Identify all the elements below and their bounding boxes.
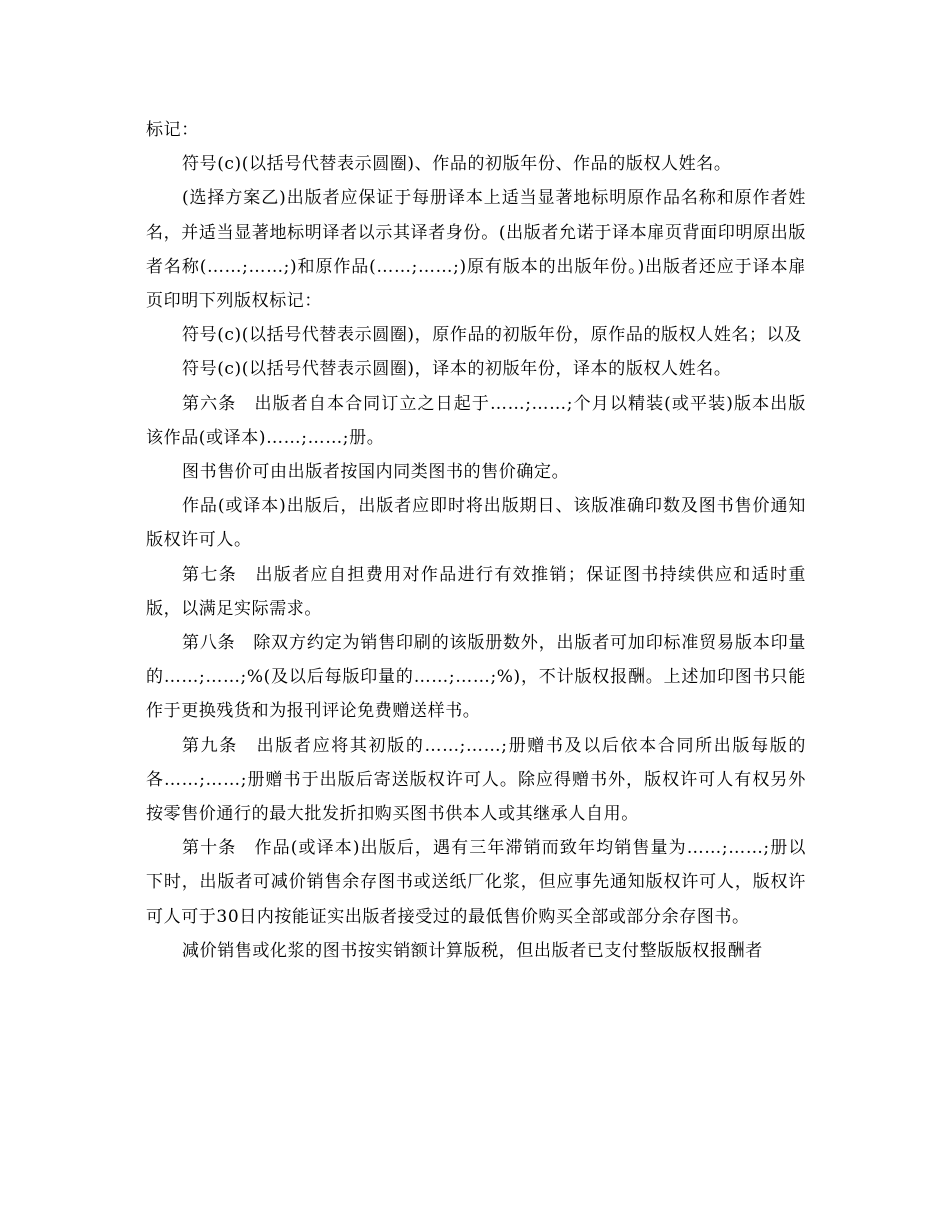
paragraph-article-9: 第九条 出版者应将其初版的……;……;册赠书及以后依本合同所出版每版的各……;……;册赠书于出版后寄送版权许可人。除应得赠书外，版权许可人有权另外按零售价通行的最大批发折扣购买图书供本人或其继承人自用。	[146, 735, 806, 825]
paragraph-copyright-notice-original: 符号(c)(以括号代替表示圆圈)、作品的初版年份、作品的版权人姓名。	[182, 154, 732, 175]
paragraph-article-10: 第十条 作品(或译本)出版后，遇有三年滞销而致年均销售量为……;……;册以下时，出版者可减价销售余存图书或送纸厂化浆，但应事先通知版权许可人，版权许可人可于30日内按能证实出版者接受过的最低售价购买全部或部分余存图书。	[146, 838, 806, 927]
paragraph-option-b: (选择方案乙)出版者应保证于每册译本上适当显著地标明原作品名称和原作者姓名，并适当显著地标明译者以示其译者身份。(出版者允诺于译本扉页背面印明原出版者名称(……;……;)和原作品(……;……;)原有版本的出版年份。)出版者还应于译本扉页印明下列版权标记：	[146, 188, 806, 312]
document-body	[146, 113, 806, 968]
paragraph-copyright-notice-translation: 符号(c)(以括号代替表示圆圈)，译本的初版年份，译本的版权人姓名。	[182, 359, 732, 380]
paragraph-discount-royalty: 减价销售或化浆的图书按实销额计算版税，但出版者已支付整版版权报酬者	[182, 940, 763, 961]
paragraph-article-8: 第八条 除双方约定为销售印刷的该版册数外，出版者可加印标准贸易版本印量的……;……;%(及以后每版印量的……;……;%)，不计版权报酬。上述加印图书只能作于更换残货和为报刊评论免费赠送样书。	[146, 633, 806, 722]
paragraph-article-6: 第六条 出版者自本合同订立之日起于……;……;个月以精装(或平装)版本出版该作品(或译本)……;……;册。	[146, 393, 806, 448]
paragraph-article-7: 第七条 出版者应自担费用对作品进行有效推销；保证图书持续供应和适时重版，以满足实际需求。	[146, 564, 806, 619]
paragraph-price: 图书售价可由出版者按国内同类图书的售价确定。	[182, 462, 570, 483]
paragraph-heading-label: 标记：	[146, 120, 199, 140]
paragraph-copyright-notice-original-work: 符号(c)(以括号代替表示圆圈)，原作品的初版年份，原作品的版权人姓名；以及	[182, 325, 802, 346]
paragraph-publication-notice: 作品(或译本)出版后，出版者应即时将出版期日、该版准确印数及图书售价通知版权许可人。	[146, 496, 806, 551]
